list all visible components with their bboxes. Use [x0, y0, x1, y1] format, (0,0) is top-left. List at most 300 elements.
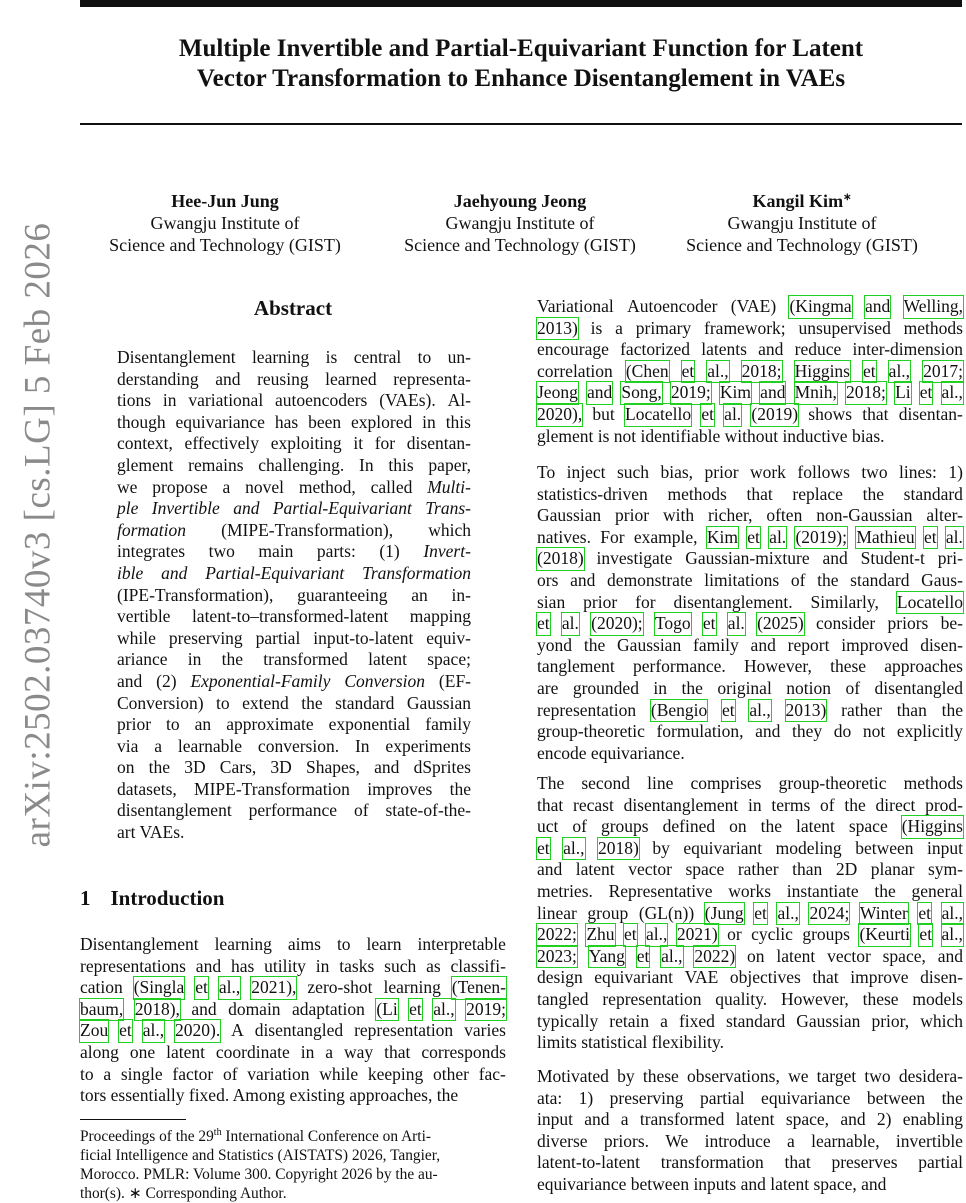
word: diverse: [537, 1130, 588, 1151]
word: al.,: [777, 902, 799, 923]
word: al.: [561, 613, 579, 634]
word: ors: [537, 569, 559, 590]
word: we: [117, 476, 138, 497]
word: 2020).: [175, 1020, 221, 1041]
word: 2018),: [134, 998, 180, 1019]
word: novel: [245, 476, 285, 497]
author-affiliation: Science and Technology (GIST): [404, 235, 636, 255]
word: ple: [117, 498, 139, 519]
word: terms: [771, 794, 811, 815]
author-name-row: [657, 190, 947, 212]
word: et: [409, 998, 422, 1019]
text-line: [80, 956, 506, 978]
word: general: [911, 880, 963, 901]
word: formulation,: [656, 721, 744, 742]
text-line: [117, 369, 471, 391]
word: et: [754, 902, 767, 923]
author-affiliation: Gwangju Institute of: [727, 213, 877, 233]
paper-title: [80, 34, 962, 94]
text-line: [537, 656, 963, 678]
word: reduce: [794, 339, 842, 360]
word: equivariance: [175, 411, 265, 432]
text-line: [117, 541, 471, 563]
word: approximate: [226, 714, 314, 735]
word: we: [788, 1066, 809, 1086]
word: (Singla: [133, 977, 185, 998]
text-line: [117, 455, 471, 477]
word: classifi-: [450, 955, 506, 976]
word: 3D: [270, 757, 292, 778]
word: (Chen: [625, 360, 669, 381]
section-heading: [80, 886, 224, 911]
word: to: [336, 934, 351, 954]
word: the: [817, 569, 839, 590]
text-line: [537, 361, 963, 383]
abstract-body: [117, 347, 471, 844]
word: (Kingma: [789, 296, 852, 316]
word: latent: [735, 1109, 775, 1130]
word: guaranteeing: [297, 584, 388, 605]
word: Invertible: [151, 498, 220, 519]
word: Gaussian: [796, 1010, 861, 1031]
word: mapping: [409, 606, 471, 627]
word: and: [755, 721, 781, 742]
word: space;: [427, 649, 471, 670]
word: disentangled: [254, 1020, 344, 1041]
text-line: thor(s). ∗ Corresponding Author.: [80, 1185, 287, 1202]
word: input-to-latent: [313, 627, 414, 648]
word: partial: [255, 627, 301, 648]
word: as: [426, 955, 441, 976]
word: Trans-: [425, 498, 471, 519]
word: integrates: [117, 541, 186, 562]
word: al.,: [563, 837, 585, 858]
word: that: [862, 403, 889, 424]
word: (MIPE-Transformation),: [221, 519, 394, 540]
word: latents: [701, 339, 747, 360]
word: work: [749, 462, 786, 482]
word: unsupervised: [798, 317, 891, 338]
word: et: [919, 924, 933, 945]
word: priors.: [603, 1130, 650, 1151]
word: varies: [464, 1020, 506, 1041]
word: (2020);: [591, 613, 643, 634]
word: standard: [850, 569, 910, 590]
text-line: [537, 382, 963, 404]
word: that: [784, 1152, 811, 1173]
word: the: [760, 816, 782, 837]
title-line: Vector Transformation to Enhance Disentanglement in VAEs: [196, 65, 846, 92]
word: In: [354, 735, 370, 756]
word: and: [537, 859, 563, 880]
word: quality.: [715, 988, 768, 1009]
word: (2025): [757, 613, 804, 634]
word: et: [701, 403, 714, 424]
text-line: [117, 693, 471, 715]
word: invertible: [895, 1130, 963, 1151]
text-line: [80, 934, 506, 956]
word: these: [862, 988, 899, 1009]
word: the: [148, 757, 171, 778]
word: with: [662, 505, 695, 526]
word: than: [792, 859, 823, 880]
word: Transformation: [362, 562, 471, 583]
word: family: [693, 634, 739, 655]
word: and: [191, 998, 217, 1019]
word: transformed: [639, 1109, 725, 1130]
author-affiliation: Science and Technology (GIST): [109, 235, 341, 255]
word: on: [117, 757, 135, 778]
word: al.,: [661, 945, 683, 966]
word: prior: [583, 591, 618, 612]
text-line: [117, 800, 471, 822]
word: (Jung: [704, 902, 744, 923]
word: a: [325, 1041, 334, 1062]
word: follows: [797, 462, 850, 482]
text-line: Proceedings of the 29th International Conference on Arti-: [80, 1126, 431, 1145]
word: alter-: [926, 505, 963, 526]
word: for: [635, 591, 656, 612]
word: autoencoders: [275, 390, 368, 411]
word: is: [590, 317, 603, 338]
word: prior,: [871, 1010, 910, 1031]
text-line: [537, 1109, 963, 1131]
word: Invert-: [423, 541, 471, 562]
word: Zhu: [586, 924, 615, 945]
word: 2022;: [537, 924, 577, 945]
word: be-: [940, 613, 963, 634]
word: a: [620, 1109, 629, 1130]
word: et: [722, 699, 735, 720]
text-line: [117, 649, 471, 671]
text-line: [117, 671, 471, 693]
word: tions: [117, 390, 152, 411]
text-line: [537, 1066, 963, 1088]
word: Yang: [588, 945, 625, 966]
word: parts:: [316, 541, 356, 562]
text-line: [537, 296, 963, 318]
word: than: [896, 699, 927, 720]
word: equivariant: [594, 967, 673, 988]
word: approaches: [884, 656, 963, 677]
word: Gaus-: [921, 569, 963, 590]
text-line: [117, 736, 471, 758]
word: Autoencoder: [627, 296, 718, 316]
word: 2013): [537, 317, 578, 338]
word: priors: [887, 613, 929, 634]
arxiv-stamp: arXiv:2502.03740v3 [cs.LG] 5 Feb 2026: [17, 222, 59, 848]
word: (Tenen-: [451, 977, 506, 998]
word: disentangled: [874, 677, 963, 698]
word: enabling: [902, 1109, 963, 1130]
word: two: [861, 462, 888, 482]
word: equivariant: [683, 837, 763, 858]
word: improved: [841, 634, 909, 655]
text-line: [537, 773, 963, 795]
word: et: [702, 613, 716, 634]
word: desidera-: [898, 1066, 963, 1086]
word: latent-to–transformed-latent: [191, 606, 389, 627]
word: the: [583, 634, 606, 655]
word: space,: [785, 1109, 830, 1130]
word: (1): [379, 541, 400, 562]
word: representation: [537, 699, 637, 720]
word: context,: [117, 433, 173, 454]
word: Disentanglement: [117, 347, 236, 367]
word: prod-: [925, 794, 963, 815]
word: domain: [228, 998, 281, 1019]
word: and: [195, 955, 222, 976]
text-line: [537, 816, 963, 838]
author-block: [375, 190, 665, 256]
word: al.,: [749, 699, 771, 720]
word: natives.: [537, 526, 591, 547]
text-line: [537, 548, 963, 570]
word: that: [537, 794, 564, 815]
word: Conversion: [344, 670, 426, 691]
word: on: [729, 816, 747, 837]
word: transformation: [660, 1152, 764, 1173]
word: Jeong: [537, 382, 578, 403]
word: of: [572, 816, 587, 837]
word: other: [432, 1063, 469, 1084]
word: the: [874, 880, 896, 901]
word: often: [766, 505, 803, 526]
word: sian: [537, 591, 566, 612]
word: disentan-: [898, 403, 963, 424]
section-title: Introduction: [110, 886, 225, 910]
word: inter-dimension: [852, 339, 963, 360]
word: and: [374, 757, 400, 778]
title-line: Multiple Invertible and Partial-Equivariant Function for Latent: [178, 35, 864, 62]
word: learned: [325, 368, 377, 389]
text-line: [80, 1042, 506, 1064]
word: prior: [615, 505, 650, 526]
word: non-Gaussian: [816, 505, 913, 526]
word: 2013): [785, 699, 827, 720]
word: partial: [918, 1152, 963, 1173]
word: metries.: [537, 880, 593, 901]
word: et: [919, 382, 933, 403]
word: Disentanglement: [80, 934, 199, 954]
word: target: [816, 1066, 857, 1086]
word: 1): [948, 462, 963, 482]
word: MIPE-Transformation: [194, 778, 350, 799]
word: the: [844, 794, 866, 815]
word: (Higgins: [901, 816, 963, 837]
word: second: [581, 773, 630, 793]
word: input: [537, 1109, 573, 1130]
word: al.: [724, 403, 742, 424]
word: Mnih,: [794, 382, 837, 403]
text-line: glement is not identifiable without inductive bias.: [537, 425, 885, 446]
word: for: [374, 433, 396, 454]
word: statistics-driven: [537, 483, 648, 504]
text-line: encode equivariance.: [537, 742, 685, 763]
word: (GL(n)): [638, 902, 695, 923]
word: in: [315, 955, 330, 976]
word: cation: [80, 977, 123, 998]
word: cyclic: [751, 924, 793, 945]
word: in: [162, 390, 177, 411]
word: space: [848, 816, 888, 837]
word: improve: [850, 967, 909, 988]
word: between: [866, 1087, 926, 1108]
word: exponential: [328, 714, 411, 735]
text-line: [537, 924, 963, 946]
word: fixed: [678, 1010, 715, 1031]
word: et: [863, 360, 876, 381]
text-line: [537, 570, 963, 592]
text-line: ficial Intelligence and Statistics (AISTATS) 2026, Tangier,: [80, 1147, 441, 1164]
word: Mathieu: [856, 526, 915, 547]
word: correlation: [537, 360, 613, 381]
word: et: [119, 1020, 132, 1041]
text-line: [117, 347, 471, 369]
word: al.,: [646, 924, 668, 945]
word: learnable: [177, 735, 243, 756]
word: 2022): [694, 945, 736, 966]
word: Similarly,: [810, 591, 879, 612]
word: or: [727, 924, 742, 945]
word: are: [537, 677, 559, 698]
word: richer,: [707, 505, 753, 526]
word: linear: [537, 902, 577, 923]
word: performance: [248, 800, 338, 821]
word: learning: [214, 934, 272, 954]
word: Shapes,: [305, 757, 360, 778]
right-paragraph-3: [537, 773, 963, 1054]
word: called: [370, 476, 413, 497]
word: 2023;: [537, 945, 577, 966]
author-affiliation: Gwangju Institute of: [150, 213, 300, 233]
word: of: [353, 800, 369, 821]
word: (Keurti: [859, 924, 910, 945]
word: Conversion): [117, 692, 204, 713]
word: Cars,: [219, 757, 257, 778]
word: improves: [367, 778, 433, 799]
word: preserving: [168, 627, 243, 648]
word: glement: [117, 454, 174, 475]
text-line: tors essentially fixed. Among existing approaches, the: [80, 1085, 459, 1106]
word: notion: [786, 677, 832, 698]
abstract-heading: Abstract: [253, 296, 333, 320]
word: explicitly: [896, 721, 963, 742]
word: consider: [815, 613, 876, 634]
word: two: [864, 1066, 891, 1086]
word: that: [812, 967, 839, 988]
word: that: [384, 1041, 411, 1062]
word: Zou: [80, 1020, 109, 1041]
author-block: [80, 190, 370, 256]
word: 2018;: [846, 382, 886, 403]
word: and: [750, 634, 776, 655]
word: learn: [366, 934, 402, 954]
word: on: [747, 945, 765, 966]
word: line: [647, 773, 674, 793]
word: one: [129, 1041, 156, 1062]
word: 2024;: [809, 902, 850, 923]
word: al.,: [433, 998, 455, 1019]
word: disen-: [920, 634, 963, 655]
word: 2019;: [670, 382, 711, 403]
word: the: [681, 677, 703, 698]
word: et: [195, 977, 208, 998]
word: these: [642, 1066, 679, 1086]
text-line: [117, 714, 471, 736]
word: disentanglement: [117, 800, 232, 821]
author-name: Hee-Jun Jung: [171, 191, 279, 211]
word: prior: [117, 714, 152, 735]
word: a: [154, 735, 163, 756]
text-line: [537, 967, 963, 989]
word: and: [161, 562, 188, 583]
word: models: [912, 988, 963, 1009]
word: group-theoretic: [778, 773, 887, 793]
word: defined: [662, 816, 716, 837]
word: fac-: [478, 1063, 506, 1084]
text-line: [537, 613, 963, 635]
word: representa-: [393, 368, 471, 389]
word: and: [586, 382, 613, 403]
word: the: [862, 483, 884, 504]
word: representation: [354, 1020, 454, 1041]
word: pri-: [937, 548, 963, 569]
word: utility: [264, 955, 306, 976]
word: 2): [876, 1109, 892, 1130]
text-line: [80, 1020, 506, 1042]
word: baum,: [80, 998, 124, 1019]
word: rather: [841, 699, 882, 720]
word: and: [937, 945, 963, 966]
text-line: [537, 989, 963, 1011]
word: recast: [573, 794, 614, 815]
word: and: [215, 368, 241, 389]
word: Welling,: [903, 296, 963, 316]
text-line: [117, 585, 471, 607]
text-line: equivariance between inputs and latent space, and: [537, 1173, 887, 1194]
text-line: [117, 606, 471, 628]
footnote: [80, 1127, 506, 1203]
word: a: [660, 1010, 668, 1031]
word: (2018): [537, 548, 584, 569]
word: demonstrate: [607, 569, 693, 590]
word: remains: [188, 454, 244, 475]
word: Togo: [654, 613, 691, 634]
word: and: [758, 339, 784, 360]
word: et: [537, 837, 550, 858]
text-line: [117, 412, 471, 434]
word: dSprites: [413, 757, 471, 778]
word: 2021),: [251, 977, 297, 998]
word: by: [617, 1066, 635, 1086]
word: Multi-: [427, 476, 471, 497]
word: Exponential-Family: [190, 670, 331, 691]
word: encourage: [537, 339, 609, 360]
word: rather: [737, 859, 779, 880]
word: latent: [575, 859, 615, 880]
word: al.,: [888, 360, 911, 381]
text-line: [117, 779, 471, 801]
word: Motivated: [537, 1066, 609, 1086]
word: To: [537, 462, 556, 482]
text-line: [537, 795, 963, 817]
word: preserves: [831, 1152, 898, 1173]
word: methods: [903, 317, 963, 338]
word: objectives: [729, 967, 801, 988]
word: state-of-the-: [385, 800, 471, 821]
word: Student-t: [860, 548, 925, 569]
